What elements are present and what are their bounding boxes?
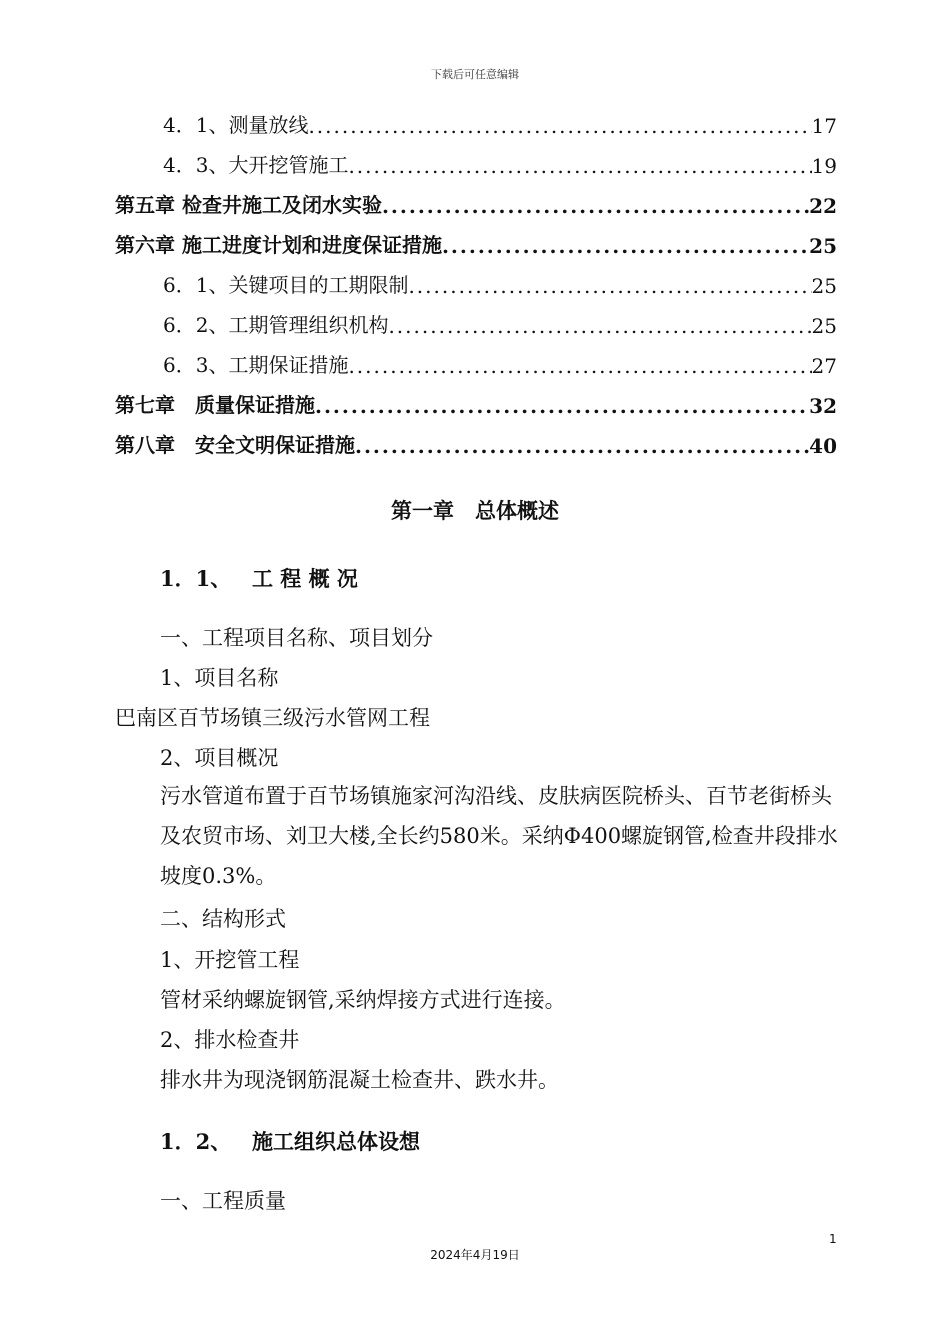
toc-entry-title: 第五章 检查井施工及闭水实验 [115, 193, 382, 217]
toc-entry-page: 25 [809, 234, 837, 258]
item-heading: 2、排水检查井 [160, 1028, 300, 1052]
toc-entry-title: 第八章 安全文明保证措施 [115, 433, 355, 457]
chapter-title: 第一章 总体概述 [391, 498, 559, 523]
page-footer-date: 2024年4月19日 [430, 1248, 520, 1262]
toc-leader-dots [348, 154, 811, 178]
toc-entry-title: 第六章 施工进度计划和进度保证措施 [115, 233, 442, 257]
section-title: 工 程 概 况 [252, 566, 358, 591]
toc-entry-title: 4．1、测量放线 [163, 113, 309, 137]
paragraph-text: 污水管道布置于百节场镇施家河沟沿线、皮肤病医院桥头、百节老街桥头及农贸市场、刘卫大楼,全长约580米。采纳Φ400螺旋钢管,检查井段排水坡度0.3%。 [160, 784, 838, 888]
toc-entry-page: 19 [811, 154, 837, 178]
toc-leader-dots [382, 194, 809, 218]
toc-entry[interactable] [115, 426, 837, 458]
page-number: 1 [829, 1232, 837, 1246]
toc-entry[interactable] [115, 186, 837, 218]
section-number: 1．1、 [160, 566, 232, 591]
toc-entry-title: 6．2、工期管理组织机构 [163, 313, 389, 337]
toc-leader-dots [355, 434, 809, 458]
toc-entry-page: 17 [811, 114, 837, 138]
toc-leader-dots [315, 394, 809, 418]
toc-entry[interactable] [115, 226, 837, 258]
toc-entry-page: 25 [811, 314, 837, 338]
toc-leader-dots [408, 274, 811, 298]
body-line: 管材采纳螺旋钢管,采纳焊接方式进行连接。 [160, 988, 566, 1012]
body-line: 巴南区百节场镇三级污水管网工程 [115, 706, 430, 730]
subheading: 二、结构形式 [160, 907, 286, 931]
section-heading [160, 563, 358, 593]
toc-leader-dots [348, 354, 811, 378]
toc-entry-page: 32 [809, 394, 837, 418]
subheading: 一、工程质量 [160, 1189, 286, 1213]
toc-leader-dots [442, 234, 809, 258]
item-heading: 2、项目概况 [160, 746, 279, 770]
toc-entry[interactable] [115, 306, 837, 338]
toc-entry-title: 第七章 质量保证措施 [115, 393, 315, 417]
toc-entry-title: 6．3、工期保证措施 [163, 353, 349, 377]
toc-entry[interactable] [115, 346, 837, 378]
page-header: 下载后可任意编辑 [431, 68, 519, 81]
section-title: 施工组织总体设想 [252, 1129, 420, 1154]
toc-entry-page: 27 [811, 354, 837, 378]
section-number: 1．2、 [160, 1129, 232, 1154]
toc-entry[interactable] [115, 266, 837, 298]
toc-entry-title: 6．1、关键项目的工期限制 [163, 273, 409, 297]
toc-entry-page: 22 [809, 194, 837, 218]
item-heading: 1、开挖管工程 [160, 948, 300, 972]
toc-entry[interactable] [115, 386, 837, 418]
toc-leader-dots [388, 314, 811, 338]
toc-entry[interactable] [115, 106, 837, 138]
body-line: 排水井为现浇钢筋混凝土检查井、跌水井。 [160, 1068, 559, 1092]
subheading: 一、工程项目名称、项目划分 [160, 626, 433, 650]
toc-entry[interactable] [115, 146, 837, 178]
toc-entry-page: 25 [811, 274, 837, 298]
toc-leader-dots [308, 114, 811, 138]
paragraph [115, 776, 840, 896]
toc-entry-page: 40 [809, 434, 837, 458]
section-heading [160, 1126, 420, 1156]
toc-entry-title: 4．3、大开挖管施工 [163, 153, 349, 177]
item-heading: 1、项目名称 [160, 666, 279, 690]
